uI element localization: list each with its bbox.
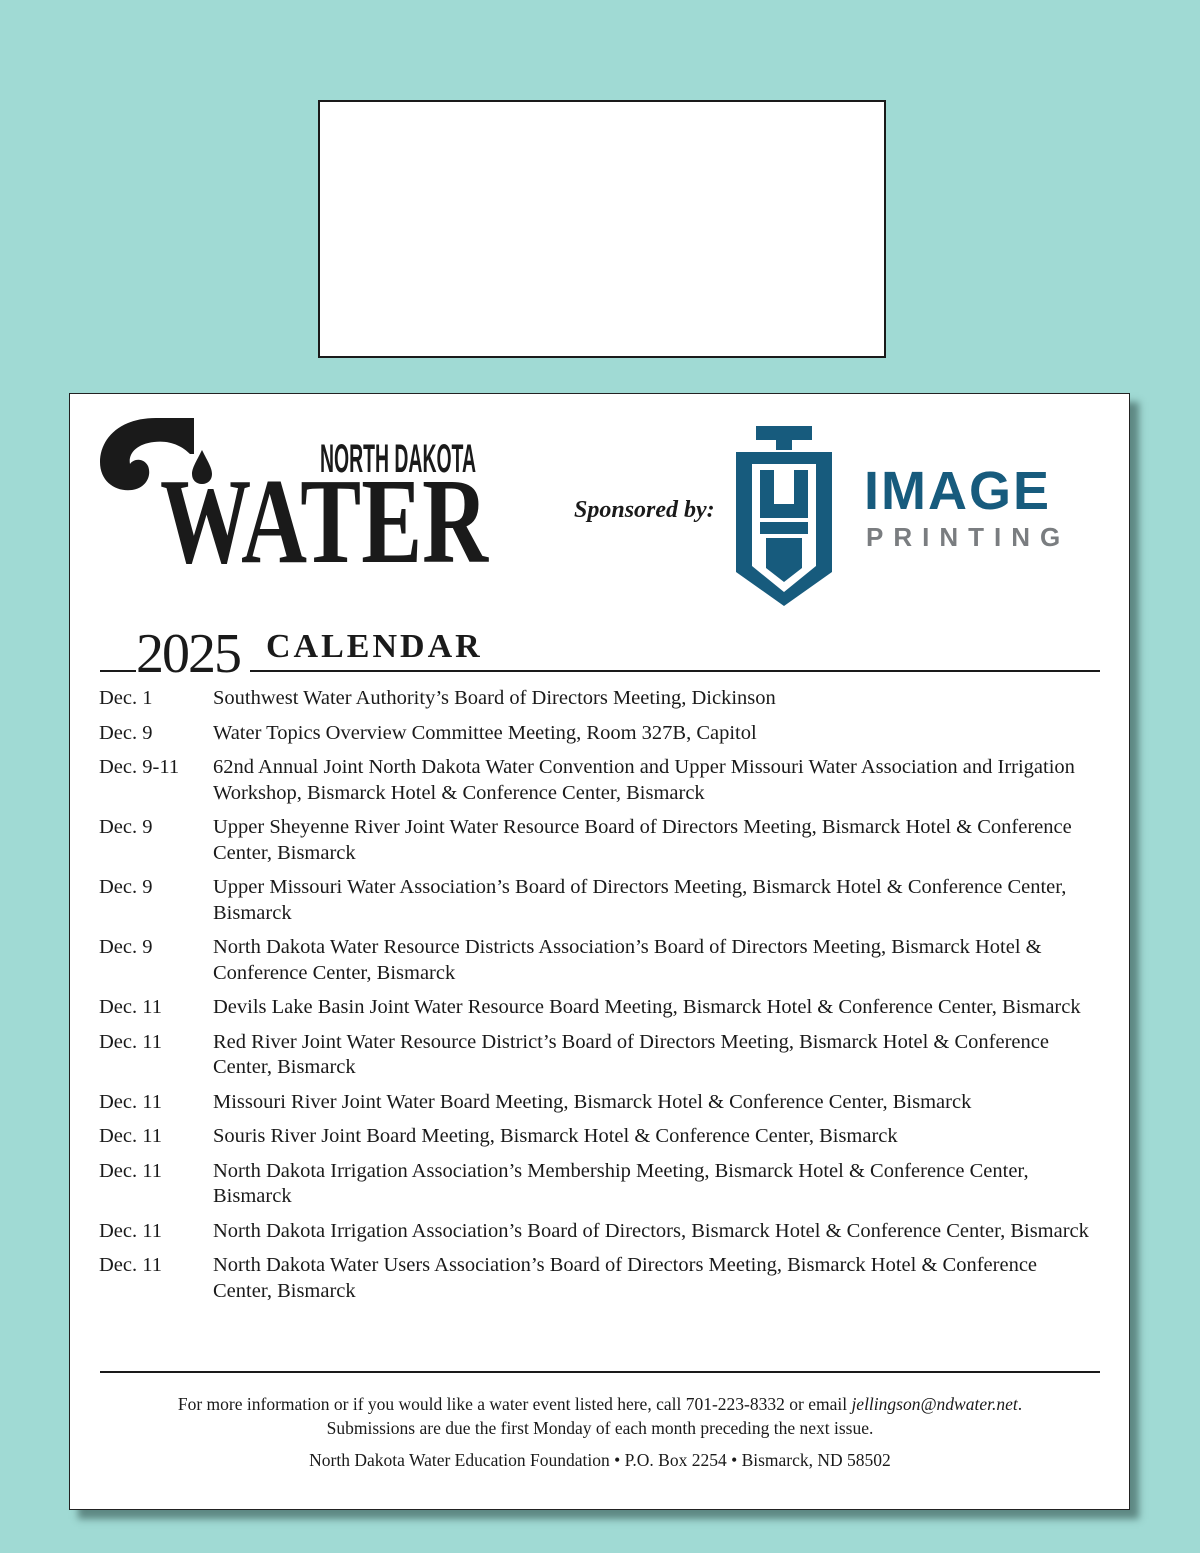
- event-description: North Dakota Water Users Association’s Board of Directors Meeting, Bismarck Hotel & Conference Center, Bismarck: [213, 1254, 1038, 1302]
- event-date: Dec. 11: [99, 1125, 162, 1147]
- event-row: [99, 721, 1099, 747]
- image-printing-mark-icon: [736, 426, 832, 606]
- event-row: [99, 875, 1099, 926]
- event-date: Dec. 11: [99, 1219, 162, 1242]
- event-date: Dec. 9: [99, 721, 153, 744]
- north-dakota-water-logo: [98, 410, 494, 566]
- calendar-heading: CALENDAR: [266, 628, 483, 665]
- event-date: Dec. 9-11: [99, 756, 180, 778]
- event-description: North Dakota Irrigation Association’s Membership Meeting, Bismarck Hotel & Conference Center, Bismarck: [213, 1159, 1029, 1207]
- event-row: [99, 1219, 1099, 1245]
- bottom-divider: [100, 1371, 1100, 1373]
- sponsor-subtitle: PRINTING: [866, 522, 1071, 552]
- footer-address: North Dakota Water Education Foundation • P.O. Box 2254 • Bismarck, ND 58502: [309, 1450, 891, 1470]
- event-date: Dec. 9: [99, 936, 153, 958]
- event-description: Water Topics Overview Committee Meeting, Room 327B, Capitol: [213, 721, 757, 744]
- event-description: North Dakota Water Resource Districts Association’s Board of Directors Meeting, Bismarck Hotel & Conference Center, Bismarck: [213, 936, 1042, 984]
- event-row: [99, 935, 1099, 986]
- calendar-card: [69, 393, 1130, 1510]
- title-rule-left: [100, 670, 136, 672]
- event-date: Dec. 9: [99, 816, 153, 838]
- event-row: [99, 1090, 1099, 1116]
- mailing-label-box: [318, 100, 886, 358]
- logo-brand-text: NORTH DAKOTA: [320, 437, 476, 481]
- event-row: [99, 1030, 1099, 1081]
- event-row: [99, 995, 1099, 1021]
- event-row: [99, 1124, 1099, 1150]
- event-row: [99, 1159, 1099, 1210]
- footer-email-link[interactable]: jellingson@ndwater.net: [851, 1394, 1018, 1414]
- event-description: 62nd Annual Joint North Dakota Water Convention and Upper Missouri Water Association and Irrigation Workshop, Bismarck Hotel & Conference Center, Bismarck: [213, 756, 1075, 804]
- event-description: Souris River Joint Board Meeting, Bismarck Hotel & Conference Center, Bismarck: [213, 1125, 898, 1147]
- event-date: Dec. 11: [99, 1090, 162, 1113]
- event-date: Dec. 11: [99, 996, 162, 1018]
- event-row: [99, 755, 1099, 806]
- event-description: Upper Missouri Water Association’s Board of Directors Meeting, Bismarck Hotel & Conference Center, Bismarck: [213, 876, 1067, 924]
- footer-submissions-text: Submissions are due the first Monday of each month preceding the next issue.: [326, 1418, 874, 1438]
- event-description: Red River Joint Water Resource District’s Board of Directors Meeting, Bismarck Hotel & Conference Center, Bismarck: [213, 1030, 1049, 1078]
- event-date: Dec. 11: [99, 1030, 162, 1053]
- sponsor-name: IMAGE: [864, 461, 1052, 521]
- sponsored-by-label: Sponsored by:: [574, 497, 715, 523]
- event-row: [99, 815, 1099, 866]
- event-description: Missouri River Joint Water Board Meeting, Bismarck Hotel & Conference Center, Bismarck: [213, 1090, 972, 1113]
- footer-info-suffix: .: [1017, 1394, 1023, 1414]
- event-list: [99, 686, 1099, 1313]
- event-date: Dec. 9: [99, 876, 153, 898]
- footer-info-text: For more information or if you would like a water event listed here, call 701-223-8332 or email: [177, 1394, 852, 1414]
- event-date: Dec. 11: [99, 1159, 162, 1182]
- title-rule-right: [250, 670, 1100, 672]
- event-date: Dec. 11: [99, 1254, 162, 1276]
- event-row: [99, 1253, 1099, 1304]
- event-description: Upper Sheyenne River Joint Water Resource Board of Directors Meeting, Bismarck Hotel & Conference Center, Bismarck: [213, 816, 1072, 864]
- calendar-title: [100, 623, 1100, 685]
- logo-word-text: WATER: [160, 454, 490, 566]
- event-description: Devils Lake Basin Joint Water Resource Board Meeting, Bismarck Hotel & Conference Center, Bismarck: [213, 996, 1081, 1018]
- calendar-year: 2025: [136, 623, 240, 685]
- event-description: Southwest Water Authority’s Board of Directors Meeting, Dickinson: [213, 687, 776, 709]
- event-row: [99, 686, 1099, 712]
- event-date: Dec. 1: [99, 687, 153, 709]
- footer: [100, 1392, 1100, 1472]
- event-description: North Dakota Irrigation Association’s Board of Directors, Bismarck Hotel & Conference Center, Bismarck: [213, 1219, 1089, 1242]
